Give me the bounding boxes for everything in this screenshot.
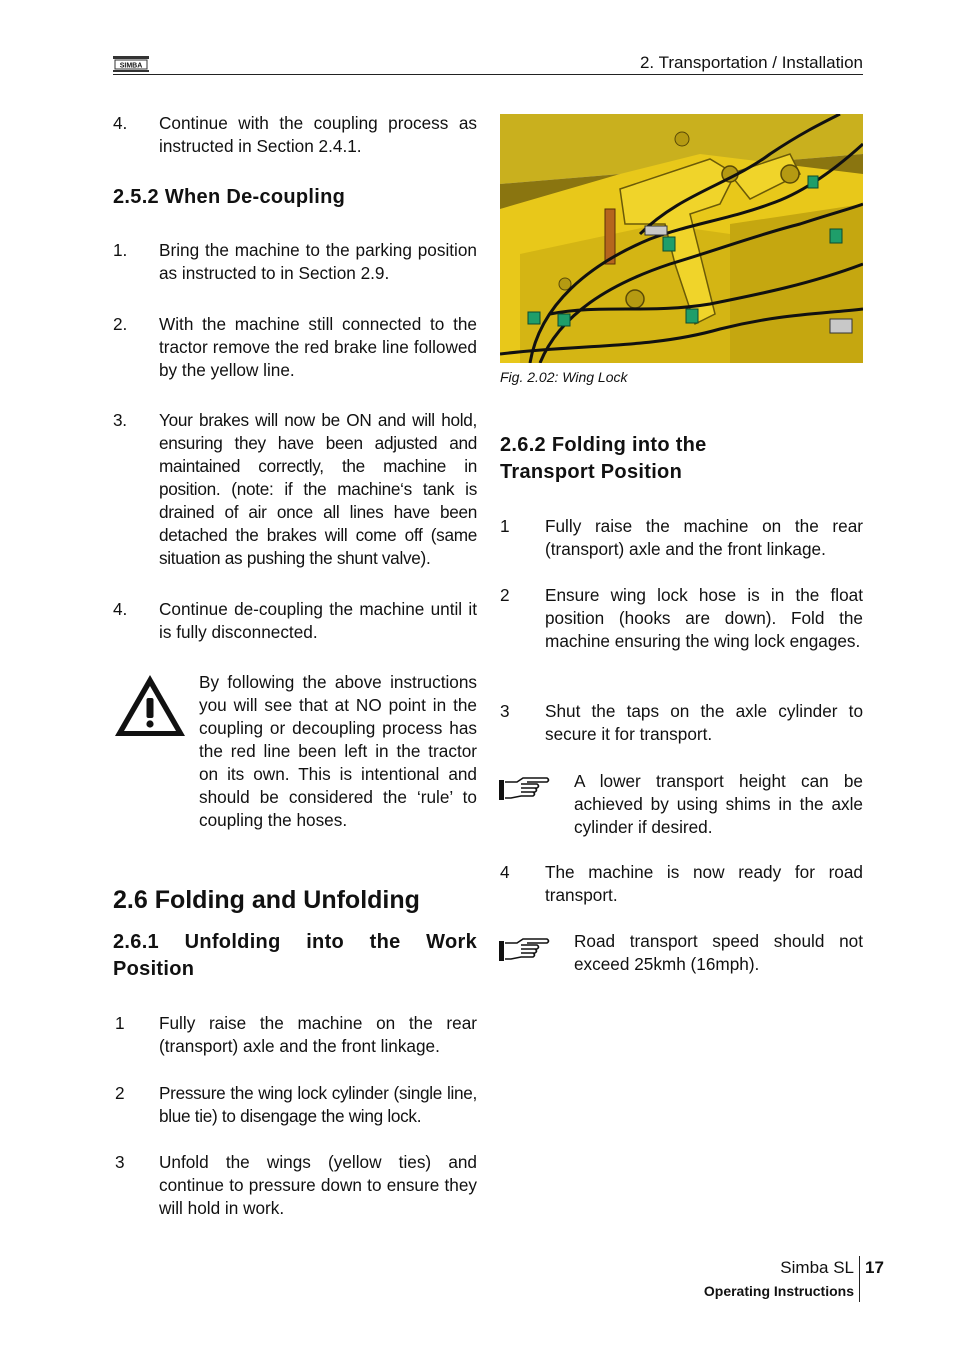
pointing-hand-icon <box>497 774 551 802</box>
simba-logo <box>113 52 149 74</box>
section-heading-2-6: 2.6 Folding and Unfolding <box>113 886 420 914</box>
footer-product: Simba SL <box>780 1258 854 1277</box>
footer-subtitle: Operating Instructions <box>703 1283 854 1299</box>
page-number: 17 <box>865 1258 884 1277</box>
footer-divider <box>859 1256 860 1302</box>
header-title: 2. Transportation / Installation <box>639 53 863 72</box>
header-rule <box>113 74 863 75</box>
pointing-hand-icon <box>497 935 551 963</box>
wing-lock-figure <box>500 114 863 363</box>
section-heading-2-6-2: 2.6.2 Folding into the Transport Position <box>500 434 707 483</box>
svg-text:SIMBA: SIMBA <box>119 62 143 70</box>
section-heading-2-6-1: 2.6.1 Unfolding into the Work Position <box>113 931 477 980</box>
section-heading-2-5-2: 2.5.2 When De-coupling <box>113 186 346 208</box>
figure-caption: Fig. 2.02: Wing Lock <box>500 369 628 385</box>
warning-triangle-icon <box>112 672 188 740</box>
